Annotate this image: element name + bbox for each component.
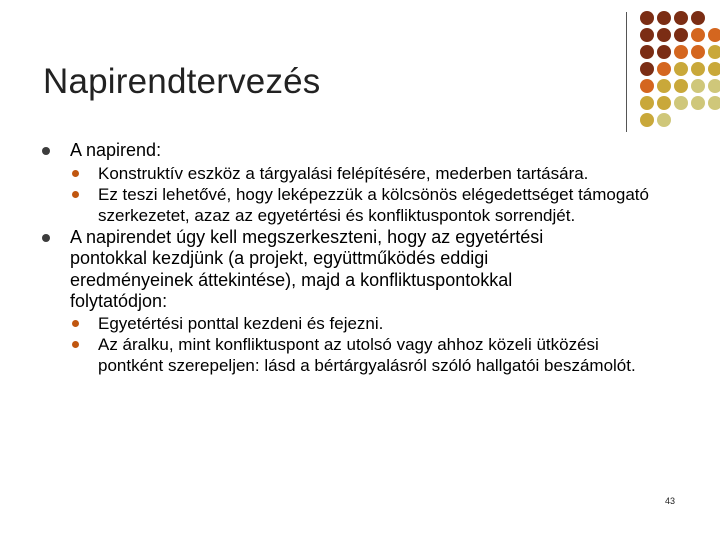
decorative-dot [640,45,654,59]
bullet-item [40,140,700,162]
decorative-dot [640,113,654,127]
decorative-dot [708,45,720,59]
decorative-dot [657,11,671,25]
decorative-dot [691,62,705,76]
decorative-dot [674,96,688,110]
decorative-dot [657,28,671,42]
sub-bullet-text: Konstruktív eszköz a tárgyalási felépítésére, mederben tartására. [98,163,589,183]
decorative-dot [640,28,654,42]
decorative-dot [657,45,671,59]
slide-title: Napirendtervezés [43,62,321,101]
decorative-dot [674,62,688,76]
decorative-dot [657,62,671,76]
decorative-dot [657,113,671,127]
decorative-dot [691,79,705,93]
sub-bullet-marker [72,191,79,198]
sub-bullet-text: Egyetértési ponttal kezdeni és fejezni. [98,313,384,333]
decorative-dot [640,62,654,76]
page-number: 43 [665,496,676,506]
sub-bullet-item [40,334,658,376]
sub-bullet-text: Az áralku, mint konfliktuspont az utolsó vagy ahhoz közeli ütközési pontként szerepeljen: lásd a bértárgyalásról szóló hallgatói beszámolót. [98,334,636,375]
divider-line [626,12,627,132]
decorative-dot [640,79,654,93]
decorative-dot [691,11,705,25]
bullet-marker [42,234,50,242]
decorative-dot [708,62,720,76]
sub-bullet-marker [72,320,79,327]
decorative-dot [674,28,688,42]
decorative-dot [674,11,688,25]
sub-bullet-item [40,163,700,184]
sub-bullet-text: Ez teszi lehetővé, hogy leképezzük a kölcsönös elégedettséget támogató szerkezetet, azaz az egyetértési és konfliktuspontok sorrendjét. [98,184,649,225]
sub-bullet-marker [72,341,79,348]
decorative-dot [640,11,654,25]
decorative-dot [657,96,671,110]
decorative-dot [708,28,720,42]
decorative-dot [691,45,705,59]
decorative-dot [674,45,688,59]
decorative-dot [640,96,654,110]
decorative-dot [691,96,705,110]
decorative-dot [657,79,671,93]
decorative-dot [708,96,720,110]
sub-bullet-marker [72,170,79,177]
bullet-list [40,140,700,376]
bullet-item [40,227,595,313]
bullet-text: A napirend: [70,140,162,160]
decorative-dot [691,28,705,42]
decorative-dot [708,79,720,93]
sub-bullet-item [40,184,658,226]
sub-bullet-item [40,313,700,334]
bullet-text: A napirendet úgy kell megszerkeszteni, hogy az egyetértési pontokkal kezdjünk (a projekt, együttműködés eddigi eredményeinek áttekintése), majd a konfliktuspontokkal folytatódjon: [70,226,544,311]
bullet-marker [42,147,50,155]
decorative-dot [674,79,688,93]
